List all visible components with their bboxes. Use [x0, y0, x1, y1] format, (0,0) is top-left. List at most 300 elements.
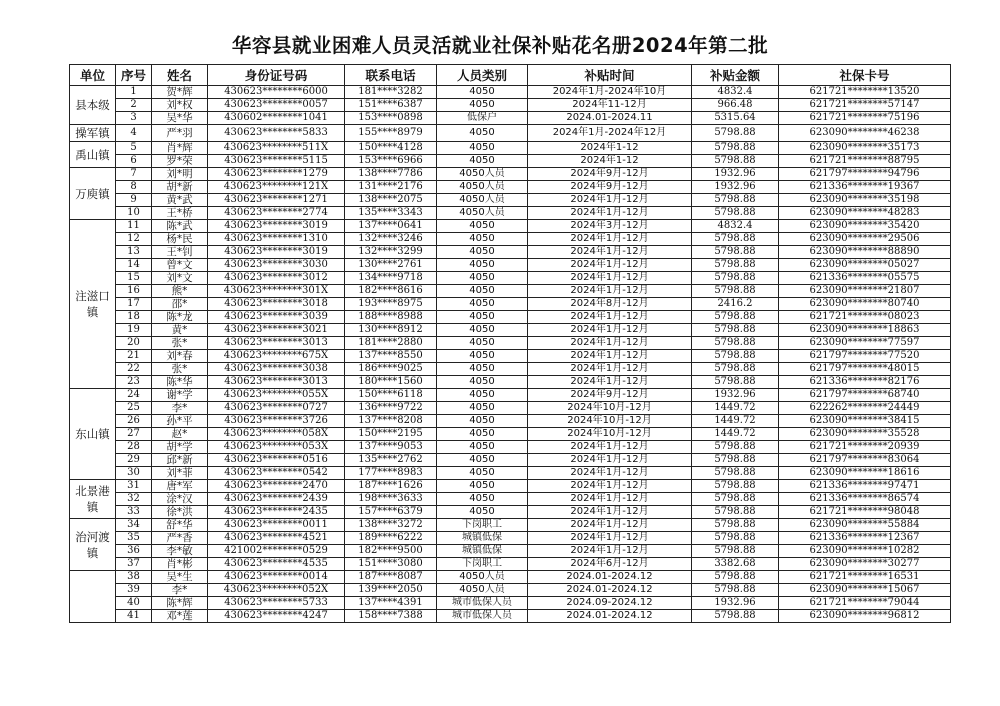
column-header-id-number: 身份证号码 [208, 65, 345, 86]
subsidy-amount-cell: 5798.88 [692, 519, 779, 532]
person-category-cell: 4050 [437, 415, 528, 428]
person-category-cell: 4050 [437, 259, 528, 272]
row-index-cell: 30 [116, 467, 152, 480]
subsidy-period-cell: 2024年1月-12月 [528, 207, 692, 220]
subsidy-amount-cell: 1449.72 [692, 415, 779, 428]
social-card-number-cell: 621797********94796 [779, 168, 951, 181]
subsidy-period-cell: 2024年11-12月 [528, 99, 692, 112]
table-row [70, 597, 951, 610]
row-index-cell: 19 [116, 324, 152, 337]
table-row [70, 558, 951, 571]
row-index-cell: 9 [116, 194, 152, 207]
social-card-number-cell: 623090********18863 [779, 324, 951, 337]
subsidy-amount-cell: 5798.88 [692, 467, 779, 480]
phone-number-cell: 150****6118 [345, 389, 437, 402]
subsidy-period-cell: 2024年10月-12月 [528, 402, 692, 415]
subsidy-amount-cell: 1932.96 [692, 597, 779, 610]
column-header-subsidy-amount: 补贴金额 [692, 65, 779, 86]
subsidy-period-cell: 2024年9月-12月 [528, 168, 692, 181]
phone-number-cell: 186****9025 [345, 363, 437, 376]
page-title: 华容县就业困难人员灵活就业社保补贴花名册2024年第二批 [231, 34, 769, 57]
social-card-number-cell: 623090********96812 [779, 610, 951, 623]
person-name-cell: 吴*华 [152, 112, 208, 125]
person-category-cell: 4050 [437, 246, 528, 259]
row-index-cell: 18 [116, 311, 152, 324]
subsidy-period-cell: 2024.01-2024.12 [528, 610, 692, 623]
subsidy-period-cell: 2024年1月-12月 [528, 545, 692, 558]
subsidy-amount-cell: 2416.2 [692, 298, 779, 311]
row-index-cell: 22 [116, 363, 152, 376]
phone-number-cell: 132****3299 [345, 246, 437, 259]
phone-number-cell: 130****2761 [345, 259, 437, 272]
subsidy-period-cell: 2024年1月-12月 [528, 480, 692, 493]
subsidy-period-cell: 2024年3月-12月 [528, 220, 692, 233]
table-row [70, 350, 951, 363]
id-number-cell: 430623********3013 [208, 376, 345, 389]
table-row [70, 246, 951, 259]
subsidy-period-cell: 2024年1月-2024年12月 [528, 125, 692, 142]
table-row [70, 389, 951, 402]
subsidy-period-cell: 2024年9月-12月 [528, 181, 692, 194]
person-category-cell: 城镇低保 [437, 532, 528, 545]
subsidy-period-cell: 2024年1月-12月 [528, 246, 692, 259]
phone-number-cell: 187****8087 [345, 571, 437, 584]
id-number-cell: 430623********3038 [208, 363, 345, 376]
person-name-cell: 黄*武 [152, 194, 208, 207]
subsidy-period-cell: 2024年1月-12月 [528, 350, 692, 363]
social-card-number-cell: 623090********48283 [779, 207, 951, 220]
phone-number-cell: 157****6379 [345, 506, 437, 519]
id-number-cell: 430623********6000 [208, 86, 345, 99]
id-number-cell: 430623********121X [208, 181, 345, 194]
social-card-number-cell: 621721********79044 [779, 597, 951, 610]
phone-number-cell: 158****7388 [345, 610, 437, 623]
subsidy-amount-cell: 5798.88 [692, 441, 779, 454]
row-index-cell: 10 [116, 207, 152, 220]
phone-number-cell: 137****9053 [345, 441, 437, 454]
subsidy-period-cell: 2024年9月-12月 [528, 389, 692, 402]
person-name-cell: 胡*学 [152, 441, 208, 454]
table-row [70, 181, 951, 194]
subsidy-amount-cell: 5798.88 [692, 272, 779, 285]
person-name-cell: 肖*彬 [152, 558, 208, 571]
id-number-cell: 430623********3018 [208, 298, 345, 311]
table-row [70, 324, 951, 337]
subsidy-period-cell: 2024年1月-12月 [528, 376, 692, 389]
subsidy-amount-cell: 1449.72 [692, 428, 779, 441]
column-header-card-number: 社保卡号 [779, 65, 951, 86]
column-header-name: 姓名 [152, 65, 208, 86]
subsidy-period-cell: 2024年1月-12月 [528, 324, 692, 337]
row-index-cell: 7 [116, 168, 152, 181]
person-category-cell: 4050 [437, 506, 528, 519]
subsidy-amount-cell: 5798.88 [692, 610, 779, 623]
table-row [70, 285, 951, 298]
person-category-cell: 4050 [437, 337, 528, 350]
row-index-cell: 14 [116, 259, 152, 272]
row-index-cell: 28 [116, 441, 152, 454]
row-index-cell: 39 [116, 584, 152, 597]
phone-number-cell: 137****4391 [345, 597, 437, 610]
social-card-number-cell: 623090********38415 [779, 415, 951, 428]
person-category-cell: 4050人员 [437, 181, 528, 194]
table-row [70, 337, 951, 350]
social-card-number-cell: 623090********88890 [779, 246, 951, 259]
row-index-cell: 40 [116, 597, 152, 610]
id-number-cell: 430623********053X [208, 441, 345, 454]
phone-number-cell: 130****8912 [345, 324, 437, 337]
person-name-cell: 刘*明 [152, 168, 208, 181]
person-category-cell: 4050 [437, 125, 528, 142]
row-index-cell: 3 [116, 112, 152, 125]
subsidy-amount-cell: 5798.88 [692, 350, 779, 363]
person-category-cell: 4050 [437, 233, 528, 246]
phone-number-cell: 193****8975 [345, 298, 437, 311]
phone-number-cell: 132****3246 [345, 233, 437, 246]
person-category-cell: 4050 [437, 428, 528, 441]
phone-number-cell: 189****6222 [345, 532, 437, 545]
row-index-cell: 33 [116, 506, 152, 519]
table-row [70, 233, 951, 246]
subsidy-period-cell: 2024年1月-12月 [528, 467, 692, 480]
subsidy-period-cell: 2024年10月-12月 [528, 428, 692, 441]
social-card-number-cell: 623090********15067 [779, 584, 951, 597]
person-name-cell: 胡*新 [152, 181, 208, 194]
table-row [70, 467, 951, 480]
subsidy-amount-cell: 1932.96 [692, 181, 779, 194]
phone-number-cell: 134****9718 [345, 272, 437, 285]
person-category-cell: 4050 [437, 142, 528, 155]
row-index-cell: 24 [116, 389, 152, 402]
subsidy-amount-cell: 3382.68 [692, 558, 779, 571]
id-number-cell: 430623********3726 [208, 415, 345, 428]
social-card-number-cell: 623090********05027 [779, 259, 951, 272]
id-number-cell: 430623********3013 [208, 337, 345, 350]
subsidy-amount-cell: 966.48 [692, 99, 779, 112]
subsidy-period-cell: 2024.01-2024.12 [528, 571, 692, 584]
phone-number-cell: 181****3282 [345, 86, 437, 99]
id-number-cell: 430623********5115 [208, 155, 345, 168]
person-name-cell: 曾*文 [152, 259, 208, 272]
unit-cell: 北景港镇 [70, 480, 116, 519]
person-name-cell: 唐*军 [152, 480, 208, 493]
subsidy-amount-cell: 5798.88 [692, 233, 779, 246]
row-index-cell: 34 [116, 519, 152, 532]
id-number-cell: 430623********5833 [208, 125, 345, 142]
person-name-cell: 李* [152, 584, 208, 597]
table-row [70, 480, 951, 493]
row-index-cell: 15 [116, 272, 152, 285]
subsidy-period-cell: 2024.01-2024.11 [528, 112, 692, 125]
social-card-number-cell: 623090********29506 [779, 233, 951, 246]
row-index-cell: 29 [116, 454, 152, 467]
phone-number-cell: 151****6387 [345, 99, 437, 112]
id-number-cell: 430623********2439 [208, 493, 345, 506]
person-name-cell: 涂*汉 [152, 493, 208, 506]
subsidy-amount-cell: 1932.96 [692, 389, 779, 402]
phone-number-cell: 131****2176 [345, 181, 437, 194]
subsidy-amount-cell: 5798.88 [692, 545, 779, 558]
social-card-number-cell: 621336********12367 [779, 532, 951, 545]
table-row [70, 441, 951, 454]
person-name-cell: 黄* [152, 324, 208, 337]
person-name-cell: 赵* [152, 428, 208, 441]
person-name-cell: 邱*新 [152, 454, 208, 467]
id-number-cell: 430623********5733 [208, 597, 345, 610]
social-card-number-cell: 623090********21807 [779, 285, 951, 298]
unit-cell: 操军镇 [70, 125, 116, 142]
subsidy-period-cell: 2024年1月-12月 [528, 233, 692, 246]
subsidy-period-cell: 2024年1月-12月 [528, 259, 692, 272]
person-name-cell: 孙*平 [152, 415, 208, 428]
table-row [70, 532, 951, 545]
person-category-cell: 城市低保人员 [437, 610, 528, 623]
table-row [70, 428, 951, 441]
subsidy-amount-cell: 5798.88 [692, 125, 779, 142]
id-number-cell: 430623********4535 [208, 558, 345, 571]
person-category-cell: 4050 [437, 480, 528, 493]
person-category-cell: 4050人员 [437, 168, 528, 181]
person-category-cell: 4050 [437, 467, 528, 480]
unit-cell [70, 571, 116, 623]
id-number-cell: 430623********055X [208, 389, 345, 402]
id-number-cell: 430623********0011 [208, 519, 345, 532]
person-name-cell: 贺*辉 [152, 86, 208, 99]
table-row [70, 519, 951, 532]
social-card-number-cell: 623090********46238 [779, 125, 951, 142]
person-name-cell: 严*香 [152, 532, 208, 545]
table-row [70, 112, 951, 125]
social-card-number-cell: 623090********35420 [779, 220, 951, 233]
social-card-number-cell: 621797********68740 [779, 389, 951, 402]
social-card-number-cell: 621336********86574 [779, 493, 951, 506]
subsidy-period-cell: 2024年1月-12月 [528, 363, 692, 376]
row-index-cell: 1 [116, 86, 152, 99]
person-name-cell: 杨*民 [152, 233, 208, 246]
social-card-number-cell: 621797********77520 [779, 350, 951, 363]
table-row [70, 363, 951, 376]
phone-number-cell: 138****2075 [345, 194, 437, 207]
subsidy-period-cell: 2024年1月-2024年10月 [528, 86, 692, 99]
social-card-number-cell: 623090********30277 [779, 558, 951, 571]
row-index-cell: 6 [116, 155, 152, 168]
subsidy-amount-cell: 5798.88 [692, 337, 779, 350]
person-name-cell: 王*钊 [152, 246, 208, 259]
subsidy-amount-cell: 1449.72 [692, 402, 779, 415]
table-row [70, 86, 951, 99]
person-category-cell: 4050 [437, 389, 528, 402]
subsidy-period-cell: 2024.01-2024.12 [528, 584, 692, 597]
phone-number-cell: 137****8550 [345, 350, 437, 363]
person-category-cell: 4050 [437, 220, 528, 233]
person-name-cell: 张* [152, 337, 208, 350]
row-index-cell: 37 [116, 558, 152, 571]
id-number-cell: 430602********1041 [208, 112, 345, 125]
table-row [70, 99, 951, 112]
table-row [70, 584, 951, 597]
row-index-cell: 36 [116, 545, 152, 558]
id-number-cell: 430623********2435 [208, 506, 345, 519]
social-card-number-cell: 621721********88795 [779, 155, 951, 168]
table-row [70, 272, 951, 285]
id-number-cell: 430623********1271 [208, 194, 345, 207]
subsidy-amount-cell: 5798.88 [692, 155, 779, 168]
subsidy-period-cell: 2024年8月-12月 [528, 298, 692, 311]
subsidy-amount-cell: 5798.88 [692, 480, 779, 493]
subsidy-amount-cell: 5798.88 [692, 324, 779, 337]
subsidy-amount-cell: 5798.88 [692, 376, 779, 389]
person-name-cell: 刘*菲 [152, 467, 208, 480]
row-index-cell: 2 [116, 99, 152, 112]
id-number-cell: 430623********0516 [208, 454, 345, 467]
row-index-cell: 25 [116, 402, 152, 415]
subsidy-period-cell: 2024年1月-12月 [528, 337, 692, 350]
row-index-cell: 12 [116, 233, 152, 246]
subsidy-amount-cell: 5798.88 [692, 506, 779, 519]
phone-number-cell: 151****3080 [345, 558, 437, 571]
social-card-number-cell: 623090********18616 [779, 467, 951, 480]
phone-number-cell: 181****2880 [345, 337, 437, 350]
person-name-cell: 陈*龙 [152, 311, 208, 324]
social-card-number-cell: 621721********13520 [779, 86, 951, 99]
id-number-cell: 430623********4521 [208, 532, 345, 545]
table-body [70, 86, 951, 623]
subsidy-amount-cell: 5315.64 [692, 112, 779, 125]
person-category-cell: 4050 [437, 311, 528, 324]
table-row [70, 168, 951, 181]
phone-number-cell: 138****3272 [345, 519, 437, 532]
column-header-subsidy-period: 补贴时间 [528, 65, 692, 86]
subsidy-period-cell: 2024年1月-12月 [528, 311, 692, 324]
table-row [70, 454, 951, 467]
unit-cell: 禹山镇 [70, 142, 116, 168]
row-index-cell: 5 [116, 142, 152, 155]
id-number-cell: 430623********675X [208, 350, 345, 363]
person-name-cell: 张* [152, 363, 208, 376]
phone-number-cell: 155****8979 [345, 125, 437, 142]
person-category-cell: 低保户 [437, 112, 528, 125]
phone-number-cell: 180****1560 [345, 376, 437, 389]
person-name-cell: 吴*生 [152, 571, 208, 584]
social-card-number-cell: 621721********16531 [779, 571, 951, 584]
id-number-cell: 430623********0542 [208, 467, 345, 480]
row-index-cell: 4 [116, 125, 152, 142]
subsidy-period-cell: 2024年10月-12月 [528, 415, 692, 428]
subsidy-amount-cell: 5798.88 [692, 363, 779, 376]
id-number-cell: 430623********511X [208, 142, 345, 155]
id-number-cell: 421002********0529 [208, 545, 345, 558]
subsidy-period-cell: 2024年1月-12月 [528, 519, 692, 532]
person-name-cell: 陈*华 [152, 376, 208, 389]
phone-number-cell: 182****9500 [345, 545, 437, 558]
subsidy-amount-cell: 4832.4 [692, 86, 779, 99]
table-row [70, 142, 951, 155]
person-name-cell: 熊* [152, 285, 208, 298]
id-number-cell: 430623********2470 [208, 480, 345, 493]
id-number-cell: 430623********301X [208, 285, 345, 298]
unit-cell: 注滋口镇 [70, 220, 116, 389]
social-card-number-cell: 623090********77597 [779, 337, 951, 350]
unit-cell: 治河渡镇 [70, 519, 116, 571]
person-name-cell: 刘*春 [152, 350, 208, 363]
person-category-cell: 4050 [437, 272, 528, 285]
subsidy-amount-cell: 5798.88 [692, 571, 779, 584]
person-category-cell: 4050人员 [437, 194, 528, 207]
subsidy-period-cell: 2024年1月-12月 [528, 506, 692, 519]
person-category-cell: 4050 [437, 298, 528, 311]
person-name-cell: 陈*辉 [152, 597, 208, 610]
column-header-phone: 联系电话 [345, 65, 437, 86]
person-category-cell: 下岗职工 [437, 558, 528, 571]
phone-number-cell: 135****3343 [345, 207, 437, 220]
person-category-cell: 4050 [437, 363, 528, 376]
subsidy-period-cell: 2024年1月-12月 [528, 454, 692, 467]
social-card-number-cell: 621336********82176 [779, 376, 951, 389]
id-number-cell: 430623********1310 [208, 233, 345, 246]
person-category-cell: 4050人员 [437, 584, 528, 597]
id-number-cell: 430623********0014 [208, 571, 345, 584]
social-card-number-cell: 623090********35173 [779, 142, 951, 155]
row-index-cell: 41 [116, 610, 152, 623]
column-header-category: 人员类别 [437, 65, 528, 86]
person-name-cell: 罗*荣 [152, 155, 208, 168]
subsidy-period-cell: 2024年1-12 [528, 155, 692, 168]
phone-number-cell: 137****8208 [345, 415, 437, 428]
row-index-cell: 26 [116, 415, 152, 428]
table-row [70, 207, 951, 220]
person-name-cell: 李* [152, 402, 208, 415]
subsidy-amount-cell: 5798.88 [692, 454, 779, 467]
id-number-cell: 430623********058X [208, 428, 345, 441]
subsidy-period-cell: 2024年1-12 [528, 142, 692, 155]
person-category-cell: 城镇低保 [437, 545, 528, 558]
id-number-cell: 430623********4247 [208, 610, 345, 623]
row-index-cell: 17 [116, 298, 152, 311]
row-index-cell: 20 [116, 337, 152, 350]
subsidy-amount-cell: 5798.88 [692, 493, 779, 506]
social-card-number-cell: 621336********19367 [779, 181, 951, 194]
person-category-cell: 4050 [437, 350, 528, 363]
phone-number-cell: 150****4128 [345, 142, 437, 155]
person-name-cell: 邓*莲 [152, 610, 208, 623]
social-card-number-cell: 621797********48015 [779, 363, 951, 376]
subsidy-amount-cell: 5798.88 [692, 194, 779, 207]
person-name-cell: 李*敏 [152, 545, 208, 558]
person-category-cell: 4050人员 [437, 207, 528, 220]
person-category-cell: 4050 [437, 376, 528, 389]
subsidy-amount-cell: 5798.88 [692, 259, 779, 272]
subsidy-period-cell: 2024年1月-12月 [528, 194, 692, 207]
social-card-number-cell: 621336********97471 [779, 480, 951, 493]
column-header-index: 序号 [116, 65, 152, 86]
social-card-number-cell: 621797********83064 [779, 454, 951, 467]
table-row [70, 506, 951, 519]
social-card-number-cell: 621721********08023 [779, 311, 951, 324]
social-card-number-cell: 621336********05575 [779, 272, 951, 285]
person-category-cell: 4050 [437, 324, 528, 337]
table-row [70, 571, 951, 584]
subsidy-period-cell: 2024年1月-12月 [528, 493, 692, 506]
id-number-cell: 430623********2774 [208, 207, 345, 220]
table-header-row [70, 65, 951, 86]
row-index-cell: 31 [116, 480, 152, 493]
subsidy-period-cell: 2024.09-2024.12 [528, 597, 692, 610]
id-number-cell: 430623********0057 [208, 99, 345, 112]
id-number-cell: 430623********3021 [208, 324, 345, 337]
person-category-cell: 4050 [437, 155, 528, 168]
person-category-cell: 4050 [437, 285, 528, 298]
id-number-cell: 430623********3019 [208, 220, 345, 233]
